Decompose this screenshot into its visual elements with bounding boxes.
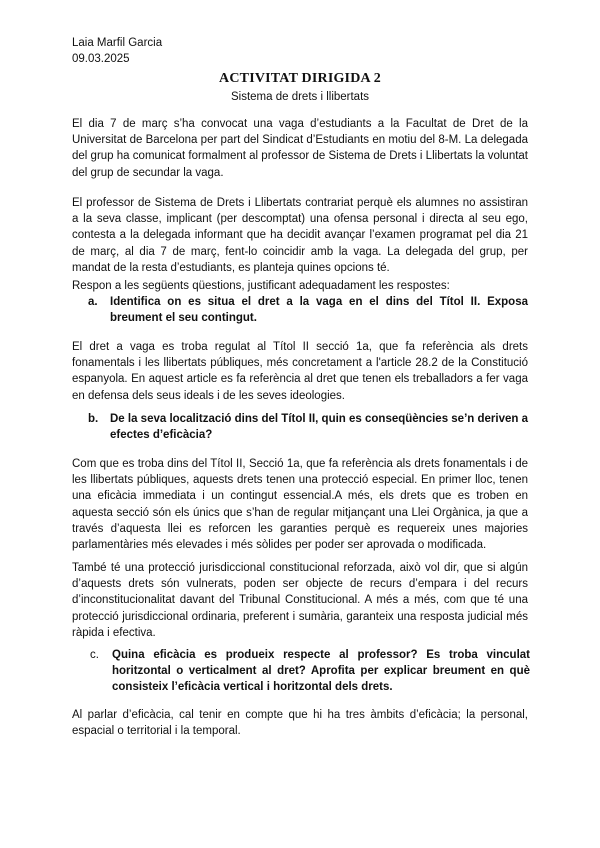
paragraph-scenario-2: El professor de Sistema de Drets i Llibertats contrariat perquè els alumnes no assistiran a la seva classe, implicant (per descomptat) una ofensa personal i directa al seu ego, contesta a la delegada informant que ha decidit avançar l’examen programat pel dia 21 de març, al dia 7 de març, fent-lo coincidir amb la vaga. La delegada del grup, per mandat de la resta d’estudiants, es planteja quines opcions té. <box>72 197 528 274</box>
question-b-text: De la seva localització dins del Títol II, quin es conseqüències se’n deriven a efectes d’eficàcia? <box>110 413 528 442</box>
document-subtitle: Sistema de drets i llibertats <box>230 91 370 103</box>
paragraph-scenario-1: El dia 7 de març s’ha convocat una vaga d’estudiants a la Facultat de Dret de la Universitat de Barcelona per part del Sindicat d’Estudiants en motiu del 8-M. La delegada del grup ha comunicat formalment al professor de Sistema de Drets i Llibertats la voluntat del grup de secundar la vaga. <box>72 118 528 179</box>
question-a-text: Identifica on es situa el dret a la vaga en el dins del Títol II. Exposa breument el seu contingut. <box>110 296 528 325</box>
question-b <box>88 411 528 443</box>
answer-a: El dret a vaga es troba regulat al Títol II secció 1a, que fa referència als drets fonamentals i les llibertats públiques, més concretament a l'article 28.2 de la Constitució espanyola. En aquest article es fa referència al dret que tenen els treballadors a fer vaga en defensa dels seus ideals i de les seves ideologies. <box>72 341 528 402</box>
paragraph-instructions: Respon a les següents qüestions, justificant adequadament les respostes: <box>72 280 450 292</box>
answer-b-paragraph-2: També té una protecció jurisdiccional constitucional reforzada, això vol dir, que si algún d’aquests drets són vulnerats, poden ser objecte de recurs d’empara i del recurs d’inconstitucionalitat davant del Tribunal Constitucional. A més a més, com que té una protecció jurisdiccional ordinaria, preferent i sumària, garanteix una resposta judicial més ràpida i efectiva. <box>72 562 528 639</box>
question-a-marker: a. <box>88 296 98 308</box>
question-c <box>90 647 530 696</box>
question-b-marker: b. <box>88 413 99 425</box>
answer-c: Al parlar d’eficàcia, cal tenir en compte que hi ha tres àmbits d’eficàcia; la personal, espacial o territorial i la temporal. <box>72 709 528 738</box>
question-c-text: Quina eficàcia es produeix respecte al professor? Es troba vinculat horitzontal o verticalment al dret? Aprofita per explicar breument en què consisteix l’eficàcia vertical i horitzontal dels drets. <box>112 649 530 694</box>
author-block <box>72 35 162 67</box>
author-name: Laia Marfil Garcia <box>72 37 163 49</box>
document-date: 09.03.2025 <box>72 53 130 65</box>
document-title: ACTIVITAT DIRIGIDA 2 <box>219 71 381 86</box>
question-c-marker: c. <box>90 649 99 661</box>
question-a <box>88 294 528 326</box>
answer-b-paragraph-1: Com que es troba dins del Títol II, Secció 1a, que fa referència als drets fonamentals i de les llibertats públiques, aquests drets tenen una protecció especial. En primer lloc, tenen una eficàcia immediata i un contingut essencial.A més, els drets que es troben en aquesta secció són els únics que s’han de regular mitjançant una Llei Orgànica, ja que a través d’aquesta llei es reforcen les garanties perquè es requereix unes majories parlamentàries més elevades i més sòlides per poder ser aprovada o modificada. <box>72 458 528 552</box>
